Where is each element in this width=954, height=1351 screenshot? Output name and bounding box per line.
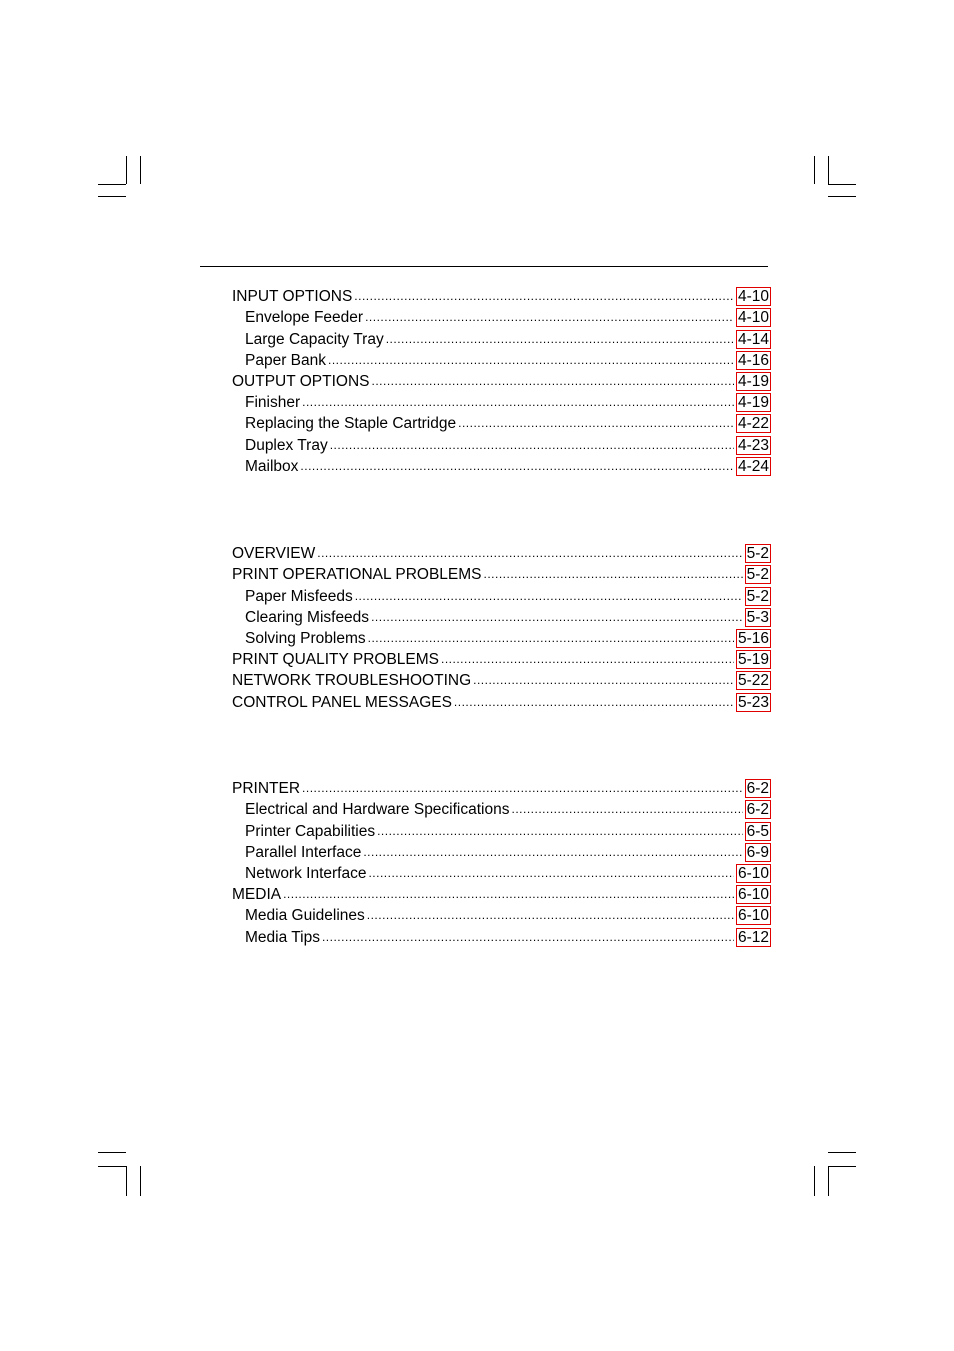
toc-entry[interactable] [232,904,771,925]
toc-leader-dots [386,332,734,346]
toc-entry-label: Mailbox [245,457,299,475]
toc-page-link[interactable]: 4-24 [737,457,769,475]
toc-entry[interactable] [232,306,771,327]
toc-entry-label: MEDIA [232,886,282,904]
toc-page-link[interactable]: 6-2 [746,801,769,819]
toc-entry[interactable] [232,883,771,904]
toc-leader-dots [368,866,734,880]
toc-page-link[interactable]: 4-14 [737,330,769,348]
toc-leader-dots [365,310,734,324]
toc-entry-label: Media Tips [245,928,320,946]
toc-entry[interactable] [232,391,771,412]
toc-entry[interactable] [232,370,771,391]
toc-leader-dots [484,567,743,581]
toc-leader-dots [371,610,743,624]
toc-page-link[interactable]: 4-22 [737,415,769,433]
toc-page-link[interactable]: 4-19 [737,372,769,390]
toc-leader-dots [330,438,734,452]
toc-entry-label: Large Capacity Tray [245,330,384,348]
toc-page-link[interactable]: 6-10 [737,907,769,925]
toc-page-link[interactable]: 5-2 [746,545,769,563]
toc-entry[interactable] [232,455,771,476]
toc-entry[interactable] [232,285,771,306]
toc-leader-dots [367,908,734,922]
toc-page-link[interactable]: 4-10 [737,288,769,306]
toc-entry[interactable] [232,627,771,648]
toc-section-chapter-4 [232,285,771,476]
toc-entry[interactable] [232,862,771,883]
toc-entry-label: Envelope Feeder [245,309,364,327]
toc-section-chapter-5 [232,542,771,712]
toc-leader-dots [302,395,734,409]
toc-leader-dots [377,824,743,838]
toc-section-chapter-6 [232,777,771,947]
toc-entry[interactable] [232,542,771,563]
toc-entry-label: INPUT OPTIONS [232,288,353,306]
toc-page-link[interactable]: 5-22 [737,672,769,690]
toc-entry[interactable] [232,563,771,584]
toc-entry-label: Replacing the Staple Cartridge [245,415,457,433]
toc-leader-dots [300,459,734,473]
toc-page-link[interactable]: 4-19 [737,394,769,412]
toc-entry[interactable] [232,777,771,798]
toc-leader-dots [355,589,743,603]
toc-entry[interactable] [232,798,771,819]
toc-entry[interactable] [232,841,771,862]
toc-entry[interactable] [232,584,771,605]
toc-entry-label: Printer Capabilities [245,822,376,840]
toc-page-link[interactable]: 6-9 [746,843,769,861]
toc-page-link[interactable]: 6-5 [746,822,769,840]
toc-page-link[interactable]: 5-3 [746,608,769,626]
toc-entry-label: PRINT QUALITY PROBLEMS [232,651,440,669]
toc-leader-dots [454,695,734,709]
toc-entry-label: Network Interface [245,864,367,882]
toc-page-link[interactable]: 5-2 [746,587,769,605]
toc-leader-dots [322,930,734,944]
toc-entry-label: Solving Problems [245,629,366,647]
toc-entry-label: OUTPUT OPTIONS [232,372,370,390]
toc-page-link[interactable]: 4-16 [737,351,769,369]
toc-entry-label: Media Guidelines [245,907,365,925]
toc-page-link[interactable]: 6-2 [746,780,769,798]
toc-leader-dots [372,374,734,388]
toc-entry-label: Electrical and Hardware Specifications [245,801,510,819]
toc-leader-dots [363,845,742,859]
toc-entry-label: OVERVIEW [232,545,316,563]
toc-entry-label: Duplex Tray [245,436,328,454]
toc-entry[interactable] [232,925,771,946]
toc-leader-dots [317,546,742,560]
toc-leader-dots [328,353,734,367]
toc-page-link[interactable]: 6-10 [737,864,769,882]
toc-leader-dots [441,652,734,666]
toc-entry-label: Clearing Misfeeds [245,608,370,626]
toc-entry[interactable] [232,327,771,348]
toc-entry-label: CONTROL PANEL MESSAGES [232,693,452,711]
toc-page-link[interactable]: 5-2 [746,566,769,584]
toc-leader-dots [283,887,734,901]
toc-page-link[interactable]: 4-10 [737,309,769,327]
toc-entry[interactable] [232,433,771,454]
toc-leader-dots [354,289,734,303]
toc-leader-dots [473,673,734,687]
toc-entry-label: NETWORK TROUBLESHOOTING [232,672,472,690]
toc-page-link[interactable]: 5-16 [737,629,769,647]
toc-entry[interactable] [232,349,771,370]
toc-page-link[interactable]: 4-23 [737,436,769,454]
toc-entry-label: Paper Misfeeds [245,587,353,605]
toc-leader-dots [368,631,734,645]
toc-leader-dots [458,416,734,430]
toc-page-link[interactable]: 6-12 [737,928,769,946]
header-rule [200,266,768,267]
toc-entry[interactable] [232,606,771,627]
toc-entry[interactable] [232,819,771,840]
toc-entry[interactable] [232,412,771,433]
toc-page-link[interactable]: 5-19 [737,651,769,669]
toc-entry[interactable] [232,690,771,711]
toc-leader-dots [511,802,742,816]
toc-entry[interactable] [232,669,771,690]
toc-entry[interactable] [232,648,771,669]
toc-entry-label: PRINTER [232,780,301,798]
toc-entry-label: PRINT OPERATIONAL PROBLEMS [232,566,482,584]
toc-entry-label: Parallel Interface [245,843,362,861]
toc-entry-label: Paper Bank [245,351,326,369]
toc-page-link[interactable]: 6-10 [737,886,769,904]
toc-entry-label: Finisher [245,394,301,412]
toc-page-link[interactable]: 5-23 [737,693,769,711]
toc-leader-dots [302,781,743,795]
